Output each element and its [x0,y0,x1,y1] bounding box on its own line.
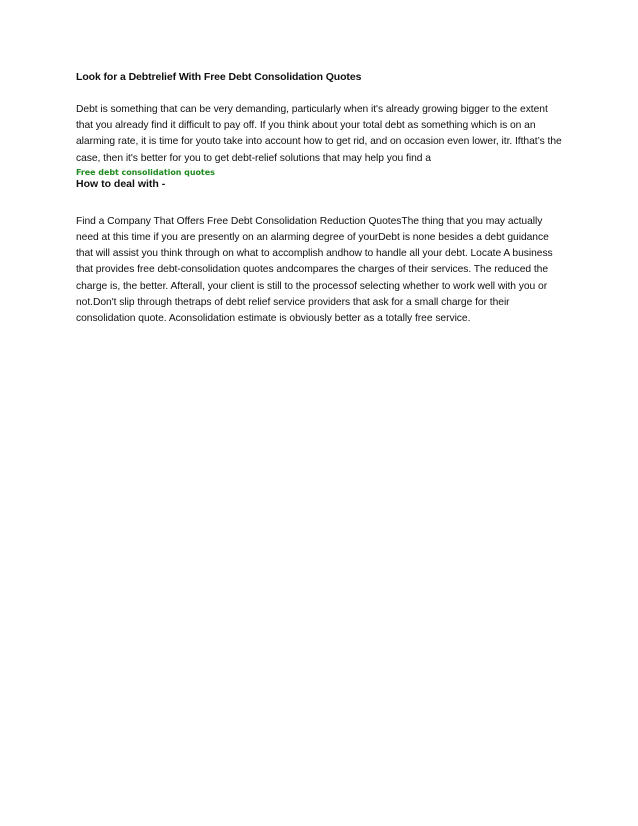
body-paragraph: Find a Company That Offers Free Debt Consolidation Reduction QuotesThe thing that you may actually need at this time if you are presently on an alarming degree of yourDebt is none besides a debt guidance that will assist you think through on what to accomplish andhow to handle all your debt. Locate A business that provides free debt-consolidation quotes andcompares the charges of their services. The reduced the charge is, the better. Afterall, your client is still to the processof selecting whether to work well with you or not.Don't slip through thetraps of debt relief service providers that ask for a small charge for their consolidation quote. Aconsolidation estimate is obviously better as a totally free service. [76,215,553,325]
intro-paragraph-text: Debt is something that can be very demanding, particularly when it's already growing bigger to the extent that you already find it difficult to pay off. If you think about your total debt as something which is on an alarming rate, it is time for youto take into account how to get rid, and on occasion even lower, itr. Ifthat’s the case, then it's better for you to get debt-relief solutions that may help you find a [76,104,562,164]
free-debt-consolidation-link[interactable]: Free debt consolidation quotes [76,167,215,177]
document-content [76,70,562,327]
section-subheading: How to deal with - [76,177,166,190]
intro-paragraph [76,102,562,177]
document-title: Look for a Debtrelief With Free Debt Consolidation Quotes [76,71,362,83]
